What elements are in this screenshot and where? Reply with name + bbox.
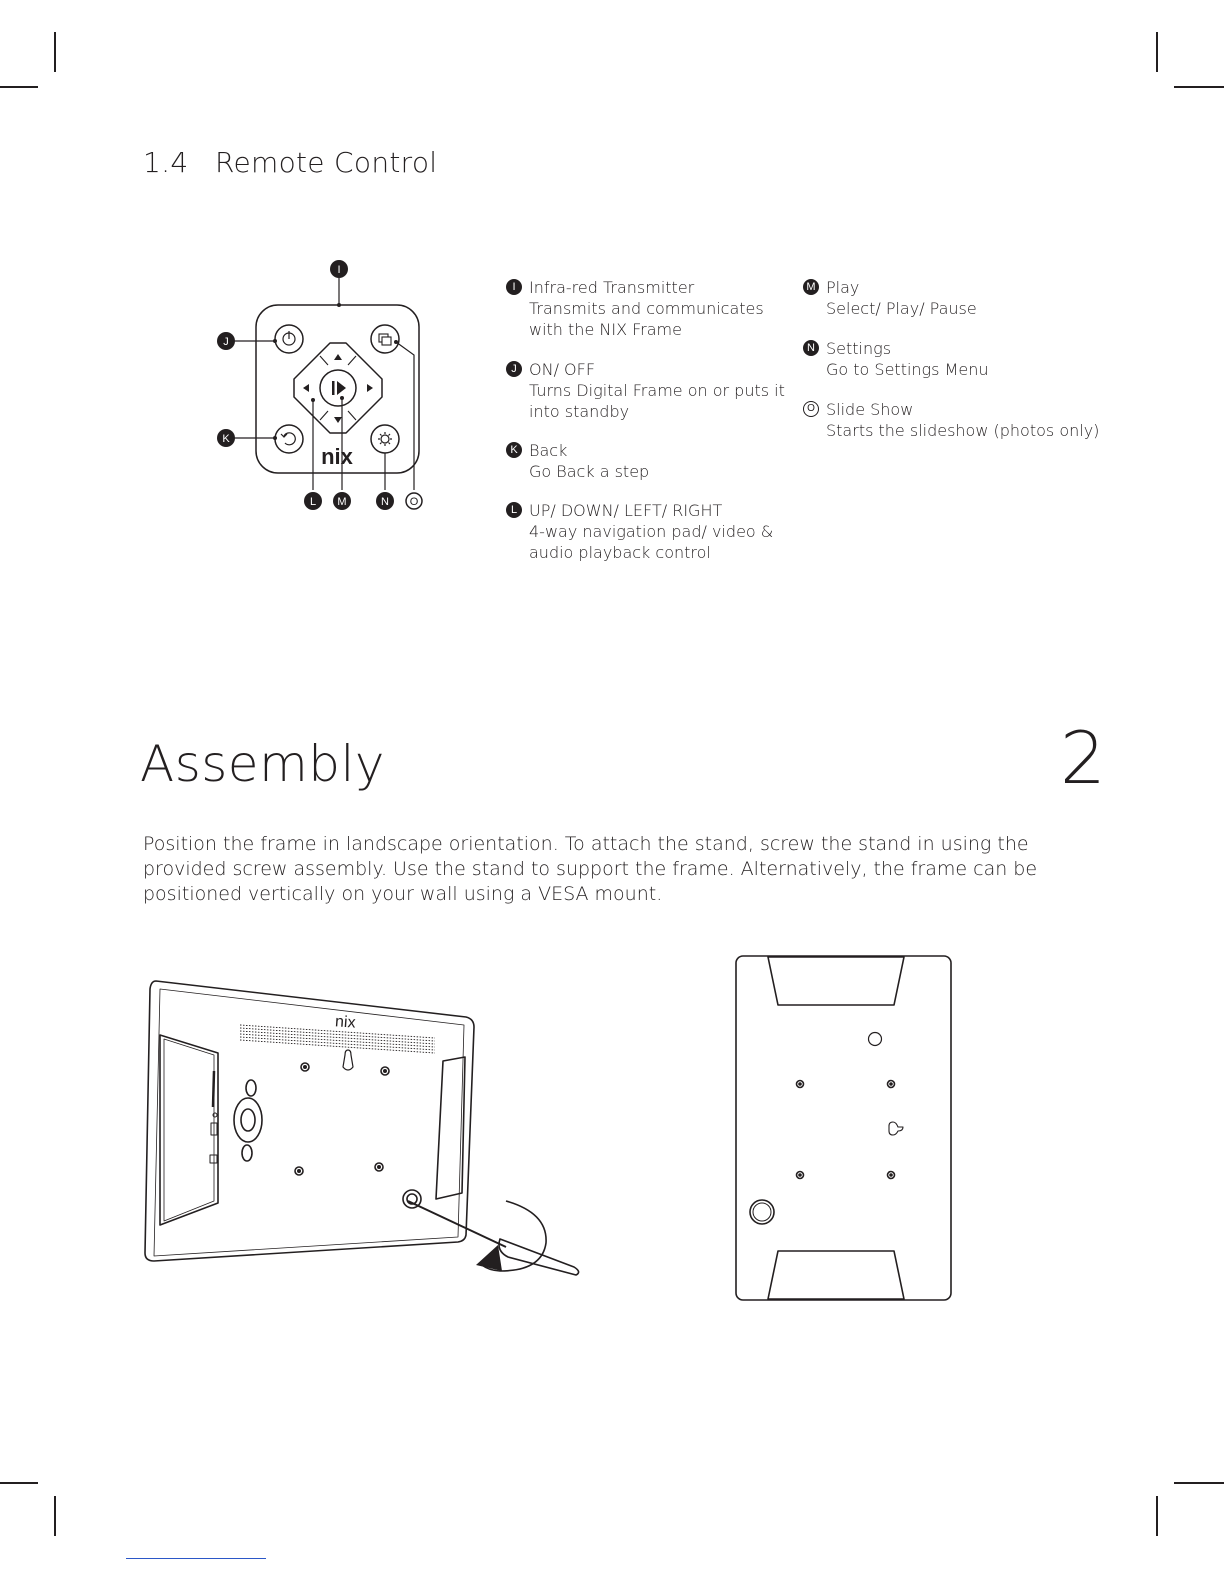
chapter-number: 2 (1060, 716, 1106, 800)
crop-mark (1174, 1482, 1224, 1484)
svg-text:N: N (381, 496, 389, 508)
legend-badge: M (803, 279, 819, 295)
chapter-title: Assembly (140, 735, 385, 793)
legend-desc: into standby (529, 402, 630, 421)
frame-back-vesa-illustration (733, 953, 955, 1305)
crop-mark (54, 32, 56, 72)
svg-text:O: O (409, 496, 419, 508)
legend-desc: audio playback control (529, 543, 711, 562)
crop-mark (1156, 32, 1158, 72)
legend-badge: K (506, 442, 522, 458)
paragraph-line: positioned vertically on your wall using a VESA mount. (143, 883, 663, 905)
svg-text:M: M (337, 496, 347, 508)
legend-desc: Go Back a step (529, 462, 650, 481)
screwdriver (499, 1239, 579, 1275)
assembly-paragraph (143, 832, 1043, 907)
legend-title: Settings (826, 339, 892, 358)
back-button (275, 425, 303, 453)
crop-mark (1174, 86, 1224, 88)
legend-title: Slide Show (826, 400, 914, 419)
remote-brand-logo: nix (321, 444, 353, 469)
legend-title: Infra-red Transmitter (529, 278, 695, 297)
svg-text:I: I (337, 264, 341, 276)
section-title: Remote Control (215, 146, 438, 179)
legend-title: Back (529, 441, 568, 460)
remote-control-diagram (200, 250, 440, 520)
legend-desc: Starts the slideshow (photos only) (826, 421, 1100, 440)
legend-badge: O (803, 401, 819, 417)
section-heading (143, 146, 437, 179)
legend-desc: 4-way navigation pad/ video & (529, 522, 774, 541)
footer-link-underline (126, 1558, 266, 1559)
paragraph-line: provided screw assembly. Use the stand to support the frame. Alternatively, the frame can be (143, 858, 1038, 880)
legend-badge: L (506, 502, 522, 518)
legend-desc: Go to Settings Menu (826, 360, 989, 379)
settings-button (371, 425, 399, 453)
paragraph-line: Position the frame in landscape orientation. To attach the stand, screw the stand in using the (143, 833, 1029, 855)
legend-title: Play (826, 278, 860, 297)
stand-bottom (768, 1251, 904, 1299)
frame-body (736, 956, 951, 1300)
legend-desc: Transmits and communicates (529, 299, 764, 318)
frame-back-illustration (140, 975, 590, 1280)
legend-title: UP/ DOWN/ LEFT/ RIGHT (529, 501, 723, 520)
legend-badge: J (506, 361, 522, 377)
stand-top (768, 957, 904, 1005)
legend-desc: with the NIX Frame (529, 320, 682, 339)
crop-mark (0, 1482, 38, 1484)
section-number: 1.4 (143, 146, 189, 179)
svg-text:K: K (222, 433, 230, 445)
legend-title: ON/ OFF (529, 360, 596, 379)
crop-mark (1156, 1496, 1158, 1536)
crop-mark (54, 1496, 56, 1536)
crop-mark (0, 86, 38, 88)
legend-badge: I (506, 279, 522, 295)
frame-brand-logo: nix (334, 1013, 357, 1032)
svg-text:J: J (223, 336, 229, 348)
legend-desc: Turns Digital Frame on or puts it (529, 381, 785, 400)
svg-text:L: L (309, 496, 317, 508)
stand-right (436, 1057, 465, 1199)
legend-badge: N (803, 340, 819, 356)
legend-desc: Select/ Play/ Pause (826, 299, 977, 318)
stand-left (160, 1035, 218, 1225)
frame-outline (145, 981, 474, 1261)
